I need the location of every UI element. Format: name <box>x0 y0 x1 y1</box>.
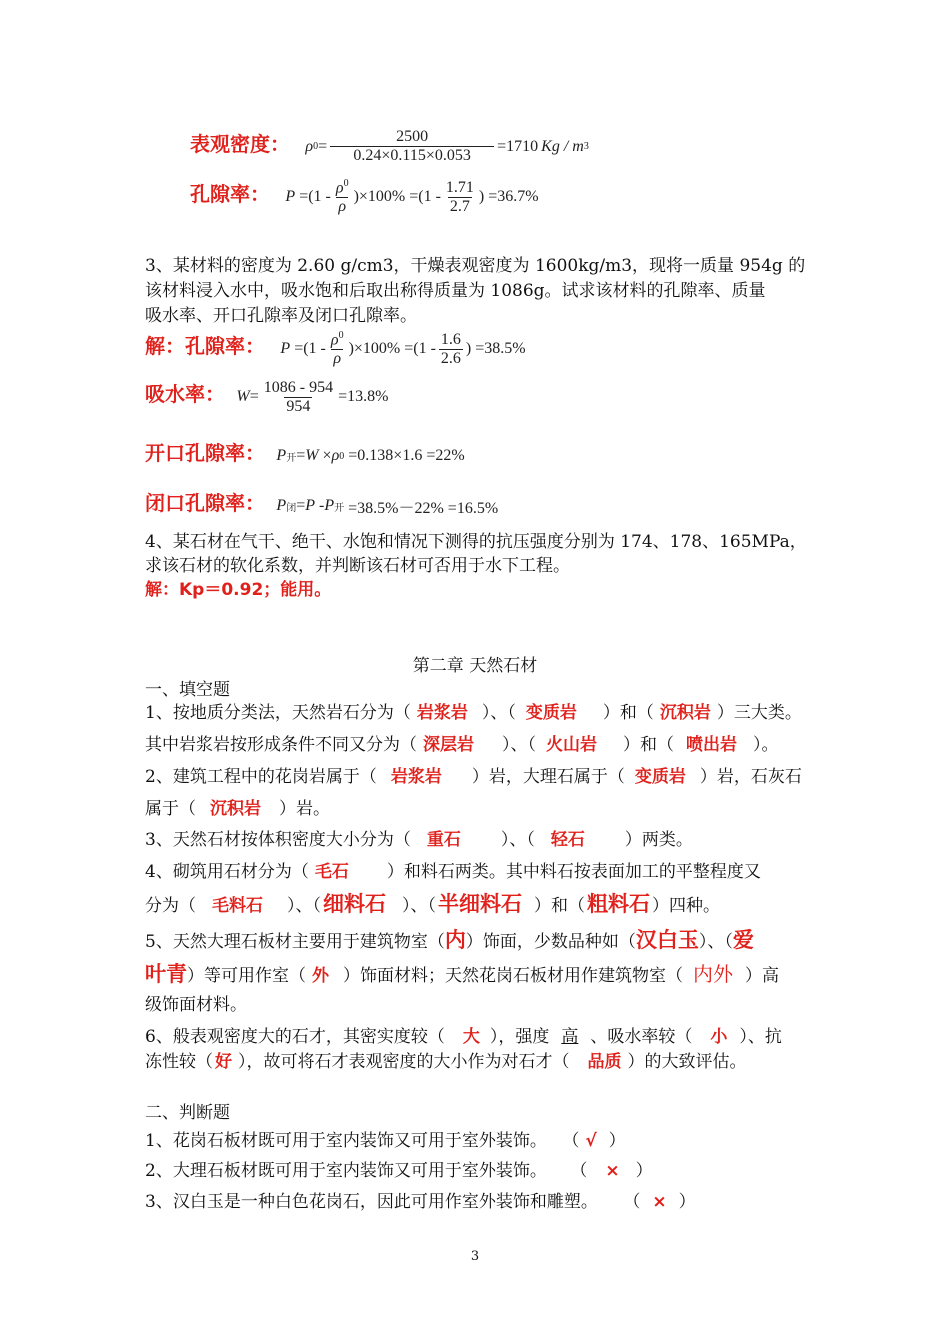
porosity-formula: P =(1 - $\frac{\rho^0}{\rho}$ )×100% =(1 - $\frac{1.71}{2.7}$ ) =36.7% <box>285 178 539 216</box>
fill-q5-line3: 级饰面材料。 <box>145 995 247 1015</box>
calc1-density-row <box>190 128 589 165</box>
q3-text-1: 3、某材料的密度为 2.60 g/cm3，干燥表观密度为 1600kg/m3，现将一质量 954g 的 <box>145 256 806 276</box>
fill-q1-line1: 1、按地质分类法，天然岩石分为（ 岩浆岩 ）、（ 变质岩 ）和（ 沉积岩 ）三大类。 <box>145 703 802 723</box>
calc1-porosity-row <box>190 178 539 216</box>
fill-heading: 一、填空题 <box>145 680 230 700</box>
q4-text-1: 4、某石材在气干、绝干、水饱和情况下测得的抗压强度分别为 174、178、165MPa， <box>145 532 807 552</box>
porosity-label: 孔隙率： <box>190 182 270 207</box>
fill-q2-line2: 属于（ 沉积岩 ）岩。 <box>145 799 330 819</box>
q3-absorption-row: 吸水率： W = $\frac{1086 - 954}{954}$ =13.8% <box>145 378 389 415</box>
fill-q4-line1: 4、砌筑用石材分为（ 毛石 ）和料石两类。其中料石按表面加工的平整程度又 <box>145 862 761 882</box>
judge-item-2: 2、大理石板材既可用于室内装饰又可用于室外装饰。 （ × ） <box>145 1161 653 1181</box>
fill-q1-line2: 其中岩浆岩按形成条件不同又分为（ 深层岩 ）、（ 火山岩 ）和（ 喷出岩 ）。 <box>145 735 779 755</box>
fill-q5-line1: 5、天然大理石板材主要用于建筑物室（内）饰面，少数品种如（汉白玉）、（爱 <box>145 928 754 952</box>
q3-porosity-formula: P =(1 - $\frac{\rho^0}{\rho}$ )×100% =(1 - $\frac{1.6}{2.6}$ ) =38.5% <box>280 330 526 368</box>
q3-open-row: 开口孔隙率： P 开 = W × ρ 0 =0.138×1.6 =22% <box>145 441 465 465</box>
fill-q3: 3、天然石材按体积密度大小分为（ 重石 ）、（ 轻石 ）两类。 <box>145 830 693 850</box>
density-label: 表观密度： <box>190 132 290 156</box>
fill-q4-line2: 分为（ 毛料石 ）、（细料石 ）、（半细料石 ）和（粗料石 ）四种。 <box>145 892 720 916</box>
q3-absorption-formula: W = $\frac{1086 - 954}{954}$ =13.8% <box>236 378 389 415</box>
fill-q6-line1: 6、般表观密度大的石才，其密实度较（ 大 ），强度 高 、吸水率较（ 小 ）、抗 <box>145 1027 782 1047</box>
q3-text-2: 该材料浸入水中，吸水饱和后取出称得质量为 1086g。试求该材料的孔隙率、质量 <box>145 281 766 301</box>
q4-answer: 解：Kp＝0.92；能用。 <box>145 580 332 600</box>
page-number: 3 <box>470 1249 480 1264</box>
fill-q2-line1: 2、建筑工程中的花岗岩属于（ 岩浆岩 ）岩，大理石属于（ 变质岩 ）岩，石灰石 <box>145 767 802 787</box>
fill-q5-line2: 叶青）等可用作室（ 外 ）饰面材料；天然花岗石板材用作建筑物室（ 内外 ）高 <box>145 962 779 986</box>
density-formula: ρ 0 = $\frac{2500}{0.24\times 0.115\times 0.053}$ =1710 Kg / m 3 <box>305 128 589 164</box>
density-fraction: $\frac{2500}{0.24\times 0.115\times 0.053}$ <box>330 128 494 165</box>
judge-item-3: 3、汉白玉是一种白色花岗石，因此可用作室外装饰和雕塑。 （ × ） <box>145 1192 696 1212</box>
q3-text-3: 吸水率、开口孔隙率及闭口孔隙率。 <box>145 306 417 326</box>
q3-porosity-row: 解：孔隙率： P =(1 - $\frac{\rho^0}{\rho}$ )×100% =(1 - $\frac{1.6}{2.6}$ ) =38.5% <box>145 330 526 368</box>
judge-heading: 二、判断题 <box>145 1103 230 1123</box>
chapter-title: 第二章 天然石材 <box>412 656 538 676</box>
q4-text-2: 求该石材的软化系数，并判断该石材可否用于水下工程。 <box>145 556 570 576</box>
judge-item-1: 1、花岗石板材既可用于室内装饰又可用于室外装饰。 （ √ ） <box>145 1131 626 1151</box>
fill-q6-line2: 冻性较（ 好 ），故可将石才表观密度的大小作为对石才（ 品质 ）的大致评估。 <box>145 1052 747 1072</box>
q3-closed-row: 闭口孔隙率： P 闭 = P - P 开 =38.5%－22% =16.5% <box>145 491 499 517</box>
